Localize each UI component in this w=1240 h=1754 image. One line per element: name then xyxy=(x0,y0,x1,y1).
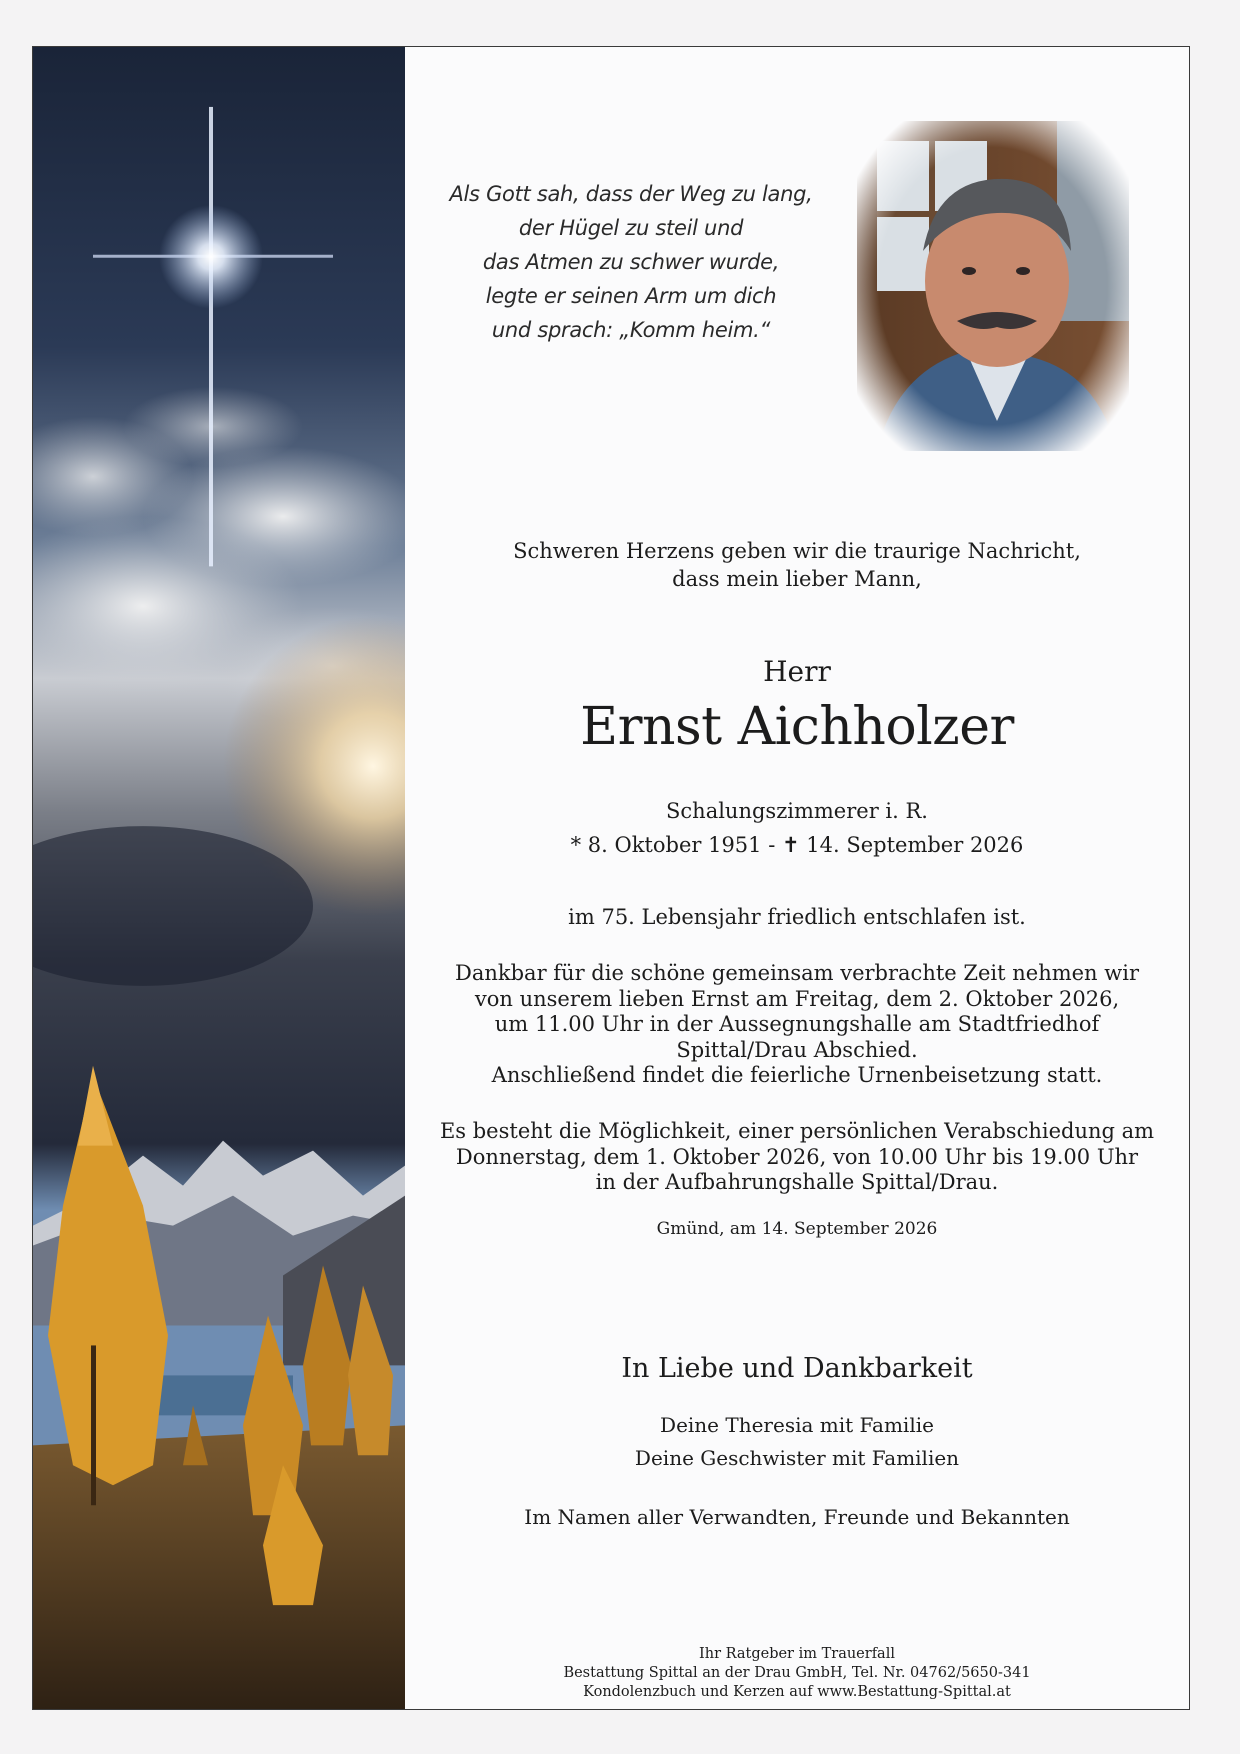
viewing-details xyxy=(405,1119,1189,1196)
poem-line: und sprach: „Komm heim.“ xyxy=(491,318,771,342)
closing-heading: In Liebe und Dankbarkeit xyxy=(621,1353,973,1384)
poem-line: Als Gott sah, dass der Weg zu lang, xyxy=(449,182,813,206)
sky-landscape-image xyxy=(33,47,405,1709)
funeral-line: Dankbar für die schöne gemeinsam verbrachte Zeit nehmen wir xyxy=(455,961,1139,985)
poem xyxy=(405,177,857,347)
funeral-line: um 11.00 Uhr in der Aussegnungshalle am Stadtfriedhof xyxy=(494,1012,1100,1036)
family-list xyxy=(405,1409,1189,1475)
funeral-details xyxy=(405,961,1189,1089)
age-line: im 75. Lebensjahr friedlich entschlafen ist. xyxy=(568,905,1026,929)
salutation: Herr xyxy=(763,655,831,688)
all-relatives-line: Im Namen aller Verwandten, Freunde und Bekannten xyxy=(524,1505,1070,1529)
portrait-graphic xyxy=(857,121,1129,451)
funeral-line: Spittal/Drau Abschied. xyxy=(676,1037,918,1062)
viewing-line: Donnerstag, dem 1. Oktober 2026, von 10.00 Uhr bis 19.00 Uhr xyxy=(455,1144,1139,1169)
funeral-home-footer xyxy=(405,1645,1189,1702)
place-date: Gmünd, am 14. September 2026 xyxy=(656,1219,938,1239)
footer-line: Kondolenzbuch und Kerzen auf www.Bestattung-Spittal.at xyxy=(583,1684,1011,1700)
deceased-name: Ernst Aichholzer xyxy=(580,697,1014,757)
footer-line: Ihr Ratgeber im Trauerfall xyxy=(699,1646,895,1662)
portrait-photo xyxy=(857,121,1129,451)
intro-text xyxy=(405,537,1189,593)
funeral-line: von unserem lieben Ernst am Freitag, dem 2. Oktober 2026, xyxy=(474,986,1120,1011)
obituary-sheet xyxy=(32,46,1190,1710)
funeral-line: Anschließend findet die feierliche Urnenbeisetzung statt. xyxy=(491,1063,1103,1087)
poem-line: das Atmen zu schwer wurde, xyxy=(482,250,780,274)
intro-line: dass mein lieber Mann, xyxy=(672,567,922,591)
side-landscape-graphic xyxy=(33,47,405,1709)
viewing-line: Es besteht die Möglichkeit, einer persönlichen Verabschiedung am xyxy=(439,1119,1155,1143)
poem-line: der Hügel zu steil und xyxy=(518,216,744,240)
viewing-line: in der Aufbahrungshalle Spittal/Drau. xyxy=(595,1170,999,1194)
family-line: Deine Theresia mit Familie xyxy=(660,1413,934,1437)
footer-line: Bestattung Spittal an der Drau GmbH, Tel. Nr. 04762/5650-341 xyxy=(563,1665,1031,1681)
family-line: Deine Geschwister mit Familien xyxy=(634,1446,960,1470)
intro-line: Schweren Herzens geben wir die traurige Nachricht, xyxy=(513,539,1081,563)
life-dates: * 8. Oktober 1951 - ✝ 14. September 2026 xyxy=(570,833,1024,857)
content-area xyxy=(405,47,1189,1709)
profession: Schalungszimmerer i. R. xyxy=(666,799,928,823)
poem-line: legte er seinen Arm um dich xyxy=(485,284,777,308)
